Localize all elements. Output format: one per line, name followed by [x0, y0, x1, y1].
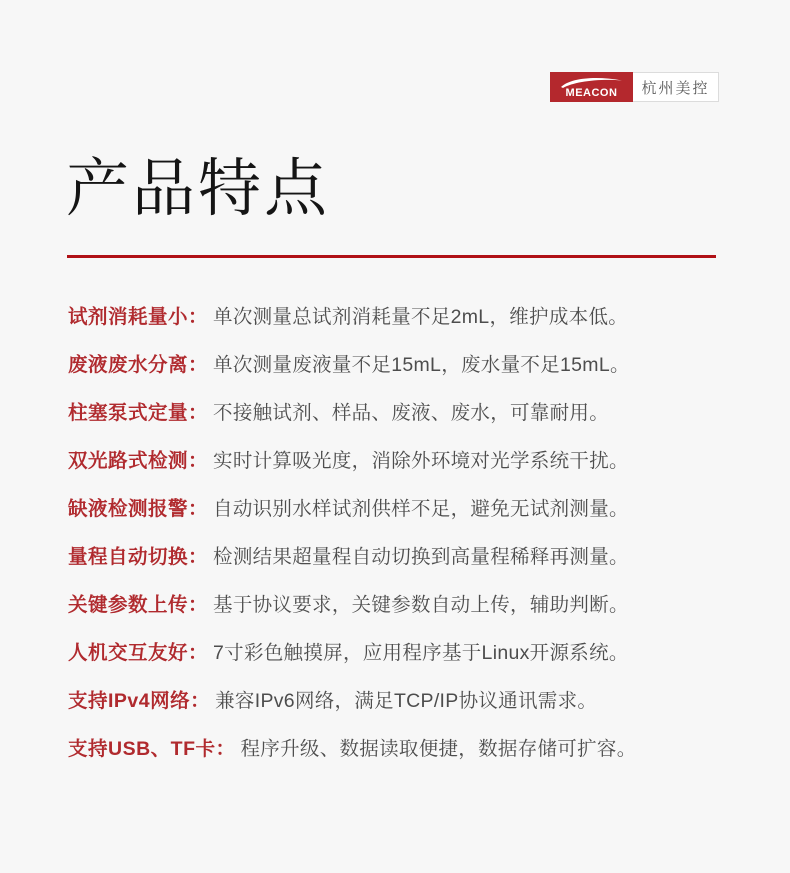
feature-row — [68, 389, 738, 437]
brand-text: MEACON — [565, 87, 618, 99]
feature-row — [68, 677, 738, 725]
feature-description: 实时计算吸光度，消除外环境对光学系统干扰。 — [213, 450, 629, 472]
title-divider — [67, 255, 716, 258]
feature-description: 程序升级、数据读取便捷，数据存储可扩容。 — [240, 738, 637, 760]
feature-row — [68, 725, 738, 773]
feature-label: 支持USB、TF卡： — [68, 738, 236, 760]
feature-label: 缺液检测报警： — [68, 498, 209, 520]
feature-label: 人机交互友好： — [68, 642, 209, 664]
feature-description: 兼容IPv6网络，满足TCP/IP协议通讯需求。 — [215, 690, 598, 712]
feature-description: 7寸彩色触摸屏，应用程序基于Linux开源系统。 — [213, 642, 629, 664]
feature-description: 单次测量废液量不足15mL，废水量不足15mL。 — [213, 354, 630, 376]
feature-row — [68, 581, 738, 629]
meacon-logo-badge — [550, 72, 633, 102]
brand-logo — [550, 72, 719, 102]
feature-label: 量程自动切换： — [68, 546, 209, 568]
feature-description: 不接触试剂、样品、废液、废水，可靠耐用。 — [213, 402, 610, 424]
feature-description: 基于协议要求，关键参数自动上传，辅助判断。 — [213, 594, 629, 616]
feature-label: 试剂消耗量小： — [68, 306, 209, 328]
feature-row — [68, 533, 738, 581]
feature-row — [68, 437, 738, 485]
company-name: 杭州美控 — [633, 72, 719, 102]
feature-label: 关键参数上传： — [68, 594, 209, 616]
feature-description: 自动识别水样试剂供样不足，避免无试剂测量。 — [213, 498, 629, 520]
feature-row — [68, 293, 738, 341]
feature-description: 检测结果超量程自动切换到高量程稀释再测量。 — [213, 546, 629, 568]
feature-label: 支持IPv4网络： — [68, 690, 211, 712]
feature-label: 柱塞泵式定量： — [68, 402, 209, 424]
feature-row — [68, 629, 738, 677]
feature-list — [68, 293, 738, 773]
feature-label: 废液废水分离： — [68, 354, 209, 376]
feature-row — [68, 485, 738, 533]
feature-row — [68, 341, 738, 389]
page-title: 产品特点 — [66, 154, 330, 224]
feature-label: 双光路式检测： — [68, 450, 209, 472]
feature-description: 单次测量总试剂消耗量不足2mL，维护成本低。 — [213, 306, 629, 328]
